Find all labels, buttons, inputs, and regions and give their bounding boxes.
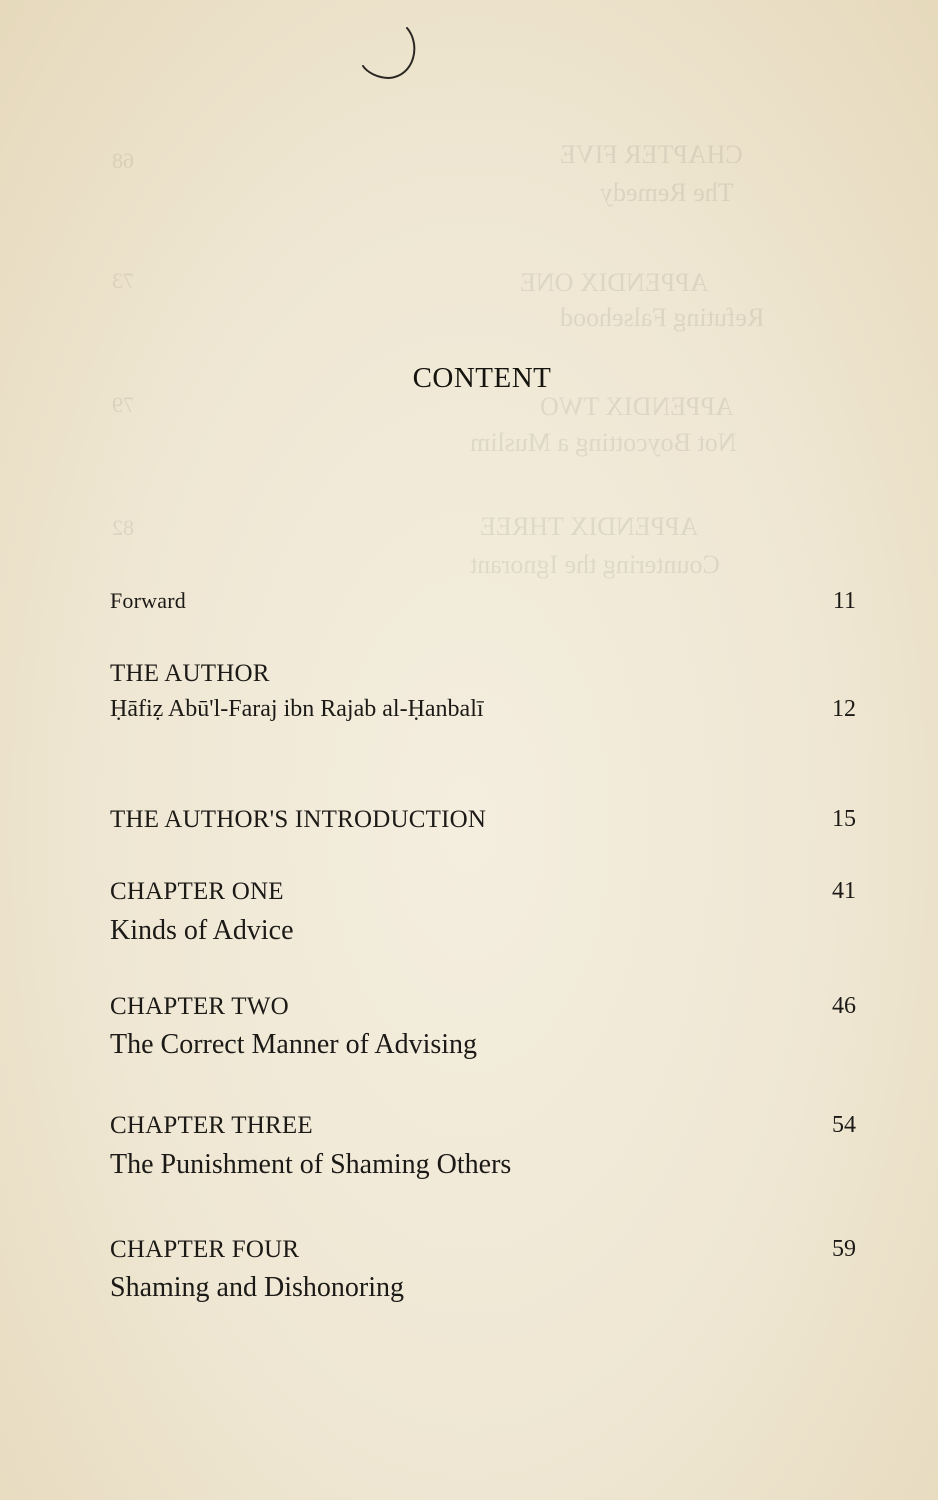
page-title: CONTENT <box>412 362 552 394</box>
page-number: 15 <box>832 806 856 832</box>
show-through-text: Refuting Falsehood <box>560 303 765 332</box>
page-number: 12 <box>832 696 856 722</box>
entry-heading: Forward <box>110 588 186 613</box>
page-number: 54 <box>832 1112 856 1138</box>
show-through-text: 73 <box>112 268 134 293</box>
entry-subtitle: Ḥāfiẓ Abū'l-Faraj ibn Rajab al-Ḥanbalī <box>110 696 484 722</box>
entry-subtitle: Shaming and Dishonoring <box>110 1272 404 1303</box>
pencil-mark <box>355 20 425 90</box>
page-number: 11 <box>832 588 856 614</box>
show-through-text: The Remedy <box>600 178 734 207</box>
show-through-text: 79 <box>112 392 134 417</box>
show-through-text: Not Boycotting a Muslim <box>470 428 737 457</box>
entry-heading: THE AUTHOR <box>110 660 270 687</box>
entry-heading: CHAPTER THREE <box>110 1112 313 1139</box>
page-number: 59 <box>832 1236 856 1262</box>
show-through-text: 82 <box>112 515 134 540</box>
entry-heading: CHAPTER ONE <box>110 878 284 905</box>
show-through-text: APPENDIX ONE <box>520 268 709 297</box>
show-through-text: Countering the Ignorant <box>470 550 720 579</box>
entry-heading: THE AUTHOR'S INTRODUCTION <box>110 806 487 833</box>
entry-subtitle: The Punishment of Shaming Others <box>110 1149 512 1180</box>
show-through-text: APPENDIX THREE <box>480 512 699 541</box>
show-through-text: CHAPTER FIVE <box>560 140 743 169</box>
entry-heading: CHAPTER FOUR <box>110 1236 300 1263</box>
show-through-text: APPENDIX TWO <box>540 392 734 421</box>
page-number: 46 <box>832 993 856 1019</box>
show-through-text: 68 <box>112 148 134 173</box>
page-number: 41 <box>832 878 856 904</box>
entry-subtitle: Kinds of Advice <box>110 915 294 946</box>
entry-subtitle: The Correct Manner of Advising <box>110 1029 478 1060</box>
entry-heading: CHAPTER TWO <box>110 993 289 1020</box>
